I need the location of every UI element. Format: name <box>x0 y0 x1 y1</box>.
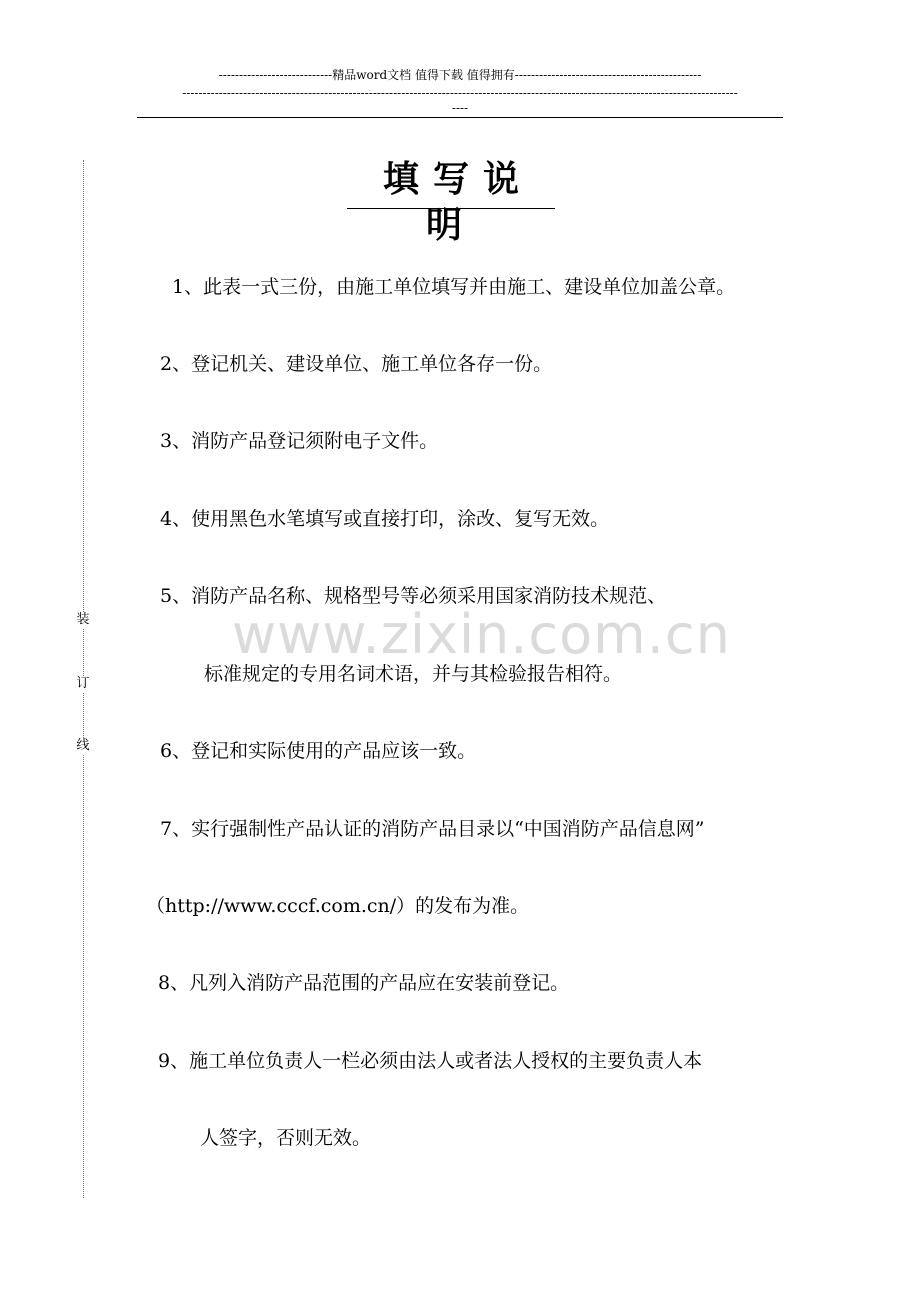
watermark: www.zixin.com.cn <box>232 603 731 666</box>
instruction-7-cont: （http://www.cccf.com.cn/）的发布为准。 <box>146 895 530 917</box>
binding-label-1: 装 <box>74 612 92 628</box>
header-text: ----------------------------精品word文档 值得下载 值得拥有---------------------------------------------- <box>218 68 702 82</box>
instruction-3: 3、消防产品登记须附电子文件。 <box>160 430 439 452</box>
instruction-7: 7、实行强制性产品认证的消防产品目录以“中国消防产品信息网” <box>160 818 705 840</box>
binding-label-2: 订 <box>74 676 92 692</box>
instruction-9-cont: 人签字，否则无效。 <box>200 1127 372 1149</box>
binding-label-3: 线 <box>74 738 92 754</box>
instruction-1: 1、此表一式三份，由施工单位填写并由施工、建设单位加盖公章。 <box>172 276 736 298</box>
instruction-2: 2、登记机关、建设单位、施工单位各存一份。 <box>160 353 553 375</box>
instruction-9: 9、施工单位负责人一栏必须由法人或者法人授权的主要负责人本 <box>158 1050 703 1072</box>
header-dash-line: ----------------------------------------------------------------------------------------------------------------------------------------- <box>182 86 738 100</box>
instruction-5-cont: 标准规定的专用名词术语，并与其检验报告相符。 <box>204 663 623 685</box>
instruction-5: 5、消防产品名称、规格型号等必须采用国家消防技术规范、 <box>160 585 667 607</box>
instruction-6: 6、登记和实际使用的产品应该一致。 <box>160 740 477 762</box>
instruction-4: 4、使用黑色水笔填写或直接打印，涂改、复写无效。 <box>160 508 610 530</box>
instruction-8: 8、凡列入消防产品范围的产品应在安装前登记。 <box>158 972 570 994</box>
title-underline <box>347 208 555 209</box>
header-rule <box>137 117 783 118</box>
page-title: 填写说明 <box>382 158 533 246</box>
header-dash-tail: ---- <box>451 101 469 115</box>
